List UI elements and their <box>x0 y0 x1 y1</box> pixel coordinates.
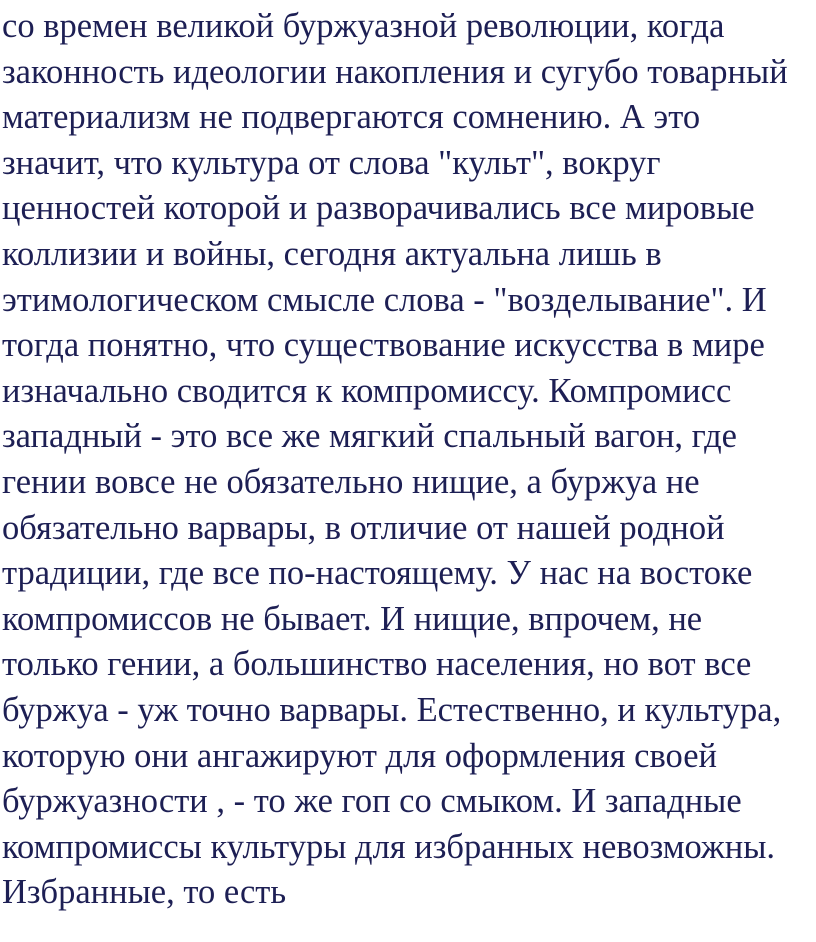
text-line: буржуазности , - то же гоп со смыком. И западные <box>2 782 742 821</box>
text-line: буржуа - уж точно варвары. Естественно, и культура, <box>2 690 782 729</box>
text-line: ценностей которой и разворачивались все мировые <box>2 189 755 228</box>
text-line: традиции, где все по-настоящему. У нас на востоке <box>2 554 753 593</box>
text-line: компромиссов не бывает. И нищие, впрочем, не <box>2 599 703 638</box>
text-line: гении вовсе не обязательно нищие, а буржуа не <box>2 462 700 501</box>
text-line: Избранные, то есть <box>2 873 287 912</box>
body-text <box>2 4 816 916</box>
text-line: законность идеологии накопления и сугубо товарный <box>2 52 788 91</box>
text-line: коллизии и войны, сегодня актуальна лишь в <box>2 234 662 273</box>
text-line: обязательно варвары, в отличие от нашей родной <box>2 508 725 547</box>
text-line: только гении, а большинство населения, но вот все <box>2 645 752 684</box>
text-line: материализм не подвергаются сомнению. А это <box>2 98 701 137</box>
text-line: которую они ангажируют для оформления своей <box>2 736 717 775</box>
text-line: этимологическом смысле слова - "возделывание". И <box>2 280 767 319</box>
text-line: со времен великой буржуазной революции, когда <box>2 7 725 45</box>
text-line: значит, что культура от слова "культ", вокруг <box>2 143 661 182</box>
text-line: тогда понятно, что существование искусства в мире <box>2 326 765 365</box>
text-line: компромиссы культуры для избранных невозможны. <box>2 827 776 866</box>
text-line: западный - это все же мягкий спальный вагон, где <box>2 417 737 456</box>
text-line: изначально сводится к компромиссу. Компромисс <box>2 371 732 410</box>
